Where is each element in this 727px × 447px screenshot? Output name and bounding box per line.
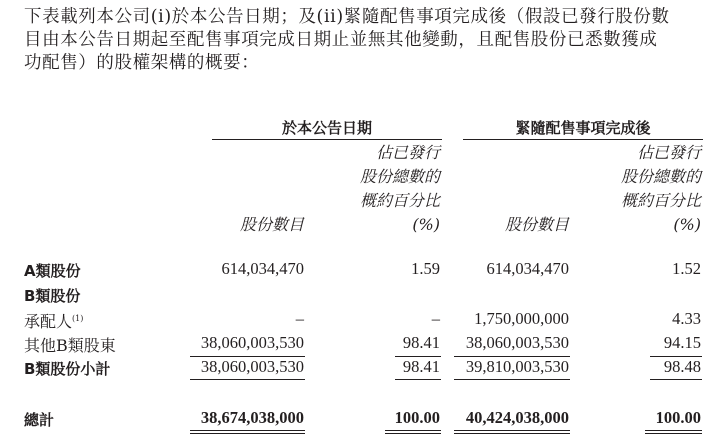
total-double-rule-3b bbox=[454, 433, 570, 434]
header-rule-2 bbox=[463, 139, 703, 140]
cell-otherb-shares-after: 38,060,003,530 bbox=[465, 333, 569, 352]
row-label-other-b: 其他B類股東 bbox=[24, 336, 116, 355]
cell-placees-shares-after: 1,750,000,000 bbox=[474, 309, 569, 328]
cell-a-pct-now: 1.59 bbox=[411, 259, 440, 278]
cell-total-pct-now: 100.00 bbox=[394, 408, 440, 427]
cell-bsub-shares-now: 38,060,003,530 bbox=[200, 357, 304, 376]
subtotal-bottom-rule-3 bbox=[454, 379, 570, 380]
header-announcement-date: 於本公告日期 bbox=[281, 119, 372, 137]
total-double-rule-4b bbox=[645, 433, 702, 434]
total-double-rule-2b bbox=[385, 433, 441, 434]
pct-header-2: 佔已發行 股份總數的 概約百分比 (%) bbox=[620, 143, 701, 234]
cell-a-pct-after: 1.52 bbox=[672, 259, 701, 278]
intro-line-1: 下表載列本公司(i)於本公告日期；及(ii)緊隨配售事項完成後（假設已發行股份數 bbox=[24, 7, 670, 27]
cell-bsub-pct-after: 98.48 bbox=[663, 357, 701, 376]
intro-paragraph bbox=[24, 6, 714, 75]
total-double-rule-3a bbox=[454, 430, 570, 431]
pct-header-1: 佔已發行 股份總數的 概約百分比 (%) bbox=[359, 143, 440, 234]
cell-total-shares-now: 38,674,038,000 bbox=[200, 408, 304, 427]
intro-line-2: 目由本公告日期起至配售事項完成日期止並無其他變動，且配售股份已悉數獲成 bbox=[24, 30, 658, 50]
shares-header-2: 股份數目 bbox=[504, 215, 569, 234]
cell-otherb-pct-now: 98.41 bbox=[402, 333, 440, 352]
cell-total-shares-after: 40,424,038,000 bbox=[465, 408, 569, 427]
total-double-rule-2a bbox=[385, 430, 441, 431]
total-double-rule-1a bbox=[190, 430, 305, 431]
cell-placees-pct-after: 4.33 bbox=[672, 309, 701, 328]
cell-total-pct-after: 100.00 bbox=[655, 408, 701, 427]
subtotal-bottom-rule-4 bbox=[650, 379, 702, 380]
cell-a-shares-now: 614,034,470 bbox=[221, 259, 304, 278]
subtotal-bottom-rule-1 bbox=[190, 379, 305, 380]
row-label-class-a: A類股份 bbox=[24, 262, 81, 280]
footnote-marker: (1) bbox=[72, 314, 84, 323]
header-rule-1 bbox=[212, 139, 442, 140]
cell-placees-pct-now: – bbox=[431, 309, 440, 328]
total-double-rule-4a bbox=[645, 430, 702, 431]
intro-line-3: 功配售）的股權架構的概要： bbox=[24, 53, 260, 73]
subtotal-bottom-rule-2 bbox=[395, 379, 441, 380]
row-label-total: 總計 bbox=[24, 411, 55, 429]
total-double-rule-1b bbox=[190, 433, 305, 434]
row-label-b-subtotal: B類股份小計 bbox=[24, 360, 111, 378]
cell-bsub-pct-now: 98.41 bbox=[402, 357, 440, 376]
cell-otherb-shares-now: 38,060,003,530 bbox=[200, 333, 304, 352]
cell-otherb-pct-after: 94.15 bbox=[663, 333, 701, 352]
cell-bsub-shares-after: 39,810,003,530 bbox=[465, 357, 569, 376]
shares-header-1: 股份數目 bbox=[239, 215, 304, 234]
row-label-placees: 承配人$^{(1)}$ bbox=[24, 312, 84, 331]
cell-a-shares-after: 614,034,470 bbox=[486, 259, 569, 278]
cell-placees-shares-now: – bbox=[295, 309, 304, 328]
row-label-class-b: B類股份 bbox=[24, 287, 81, 305]
header-after-completion: 緊隨配售事項完成後 bbox=[515, 119, 651, 137]
